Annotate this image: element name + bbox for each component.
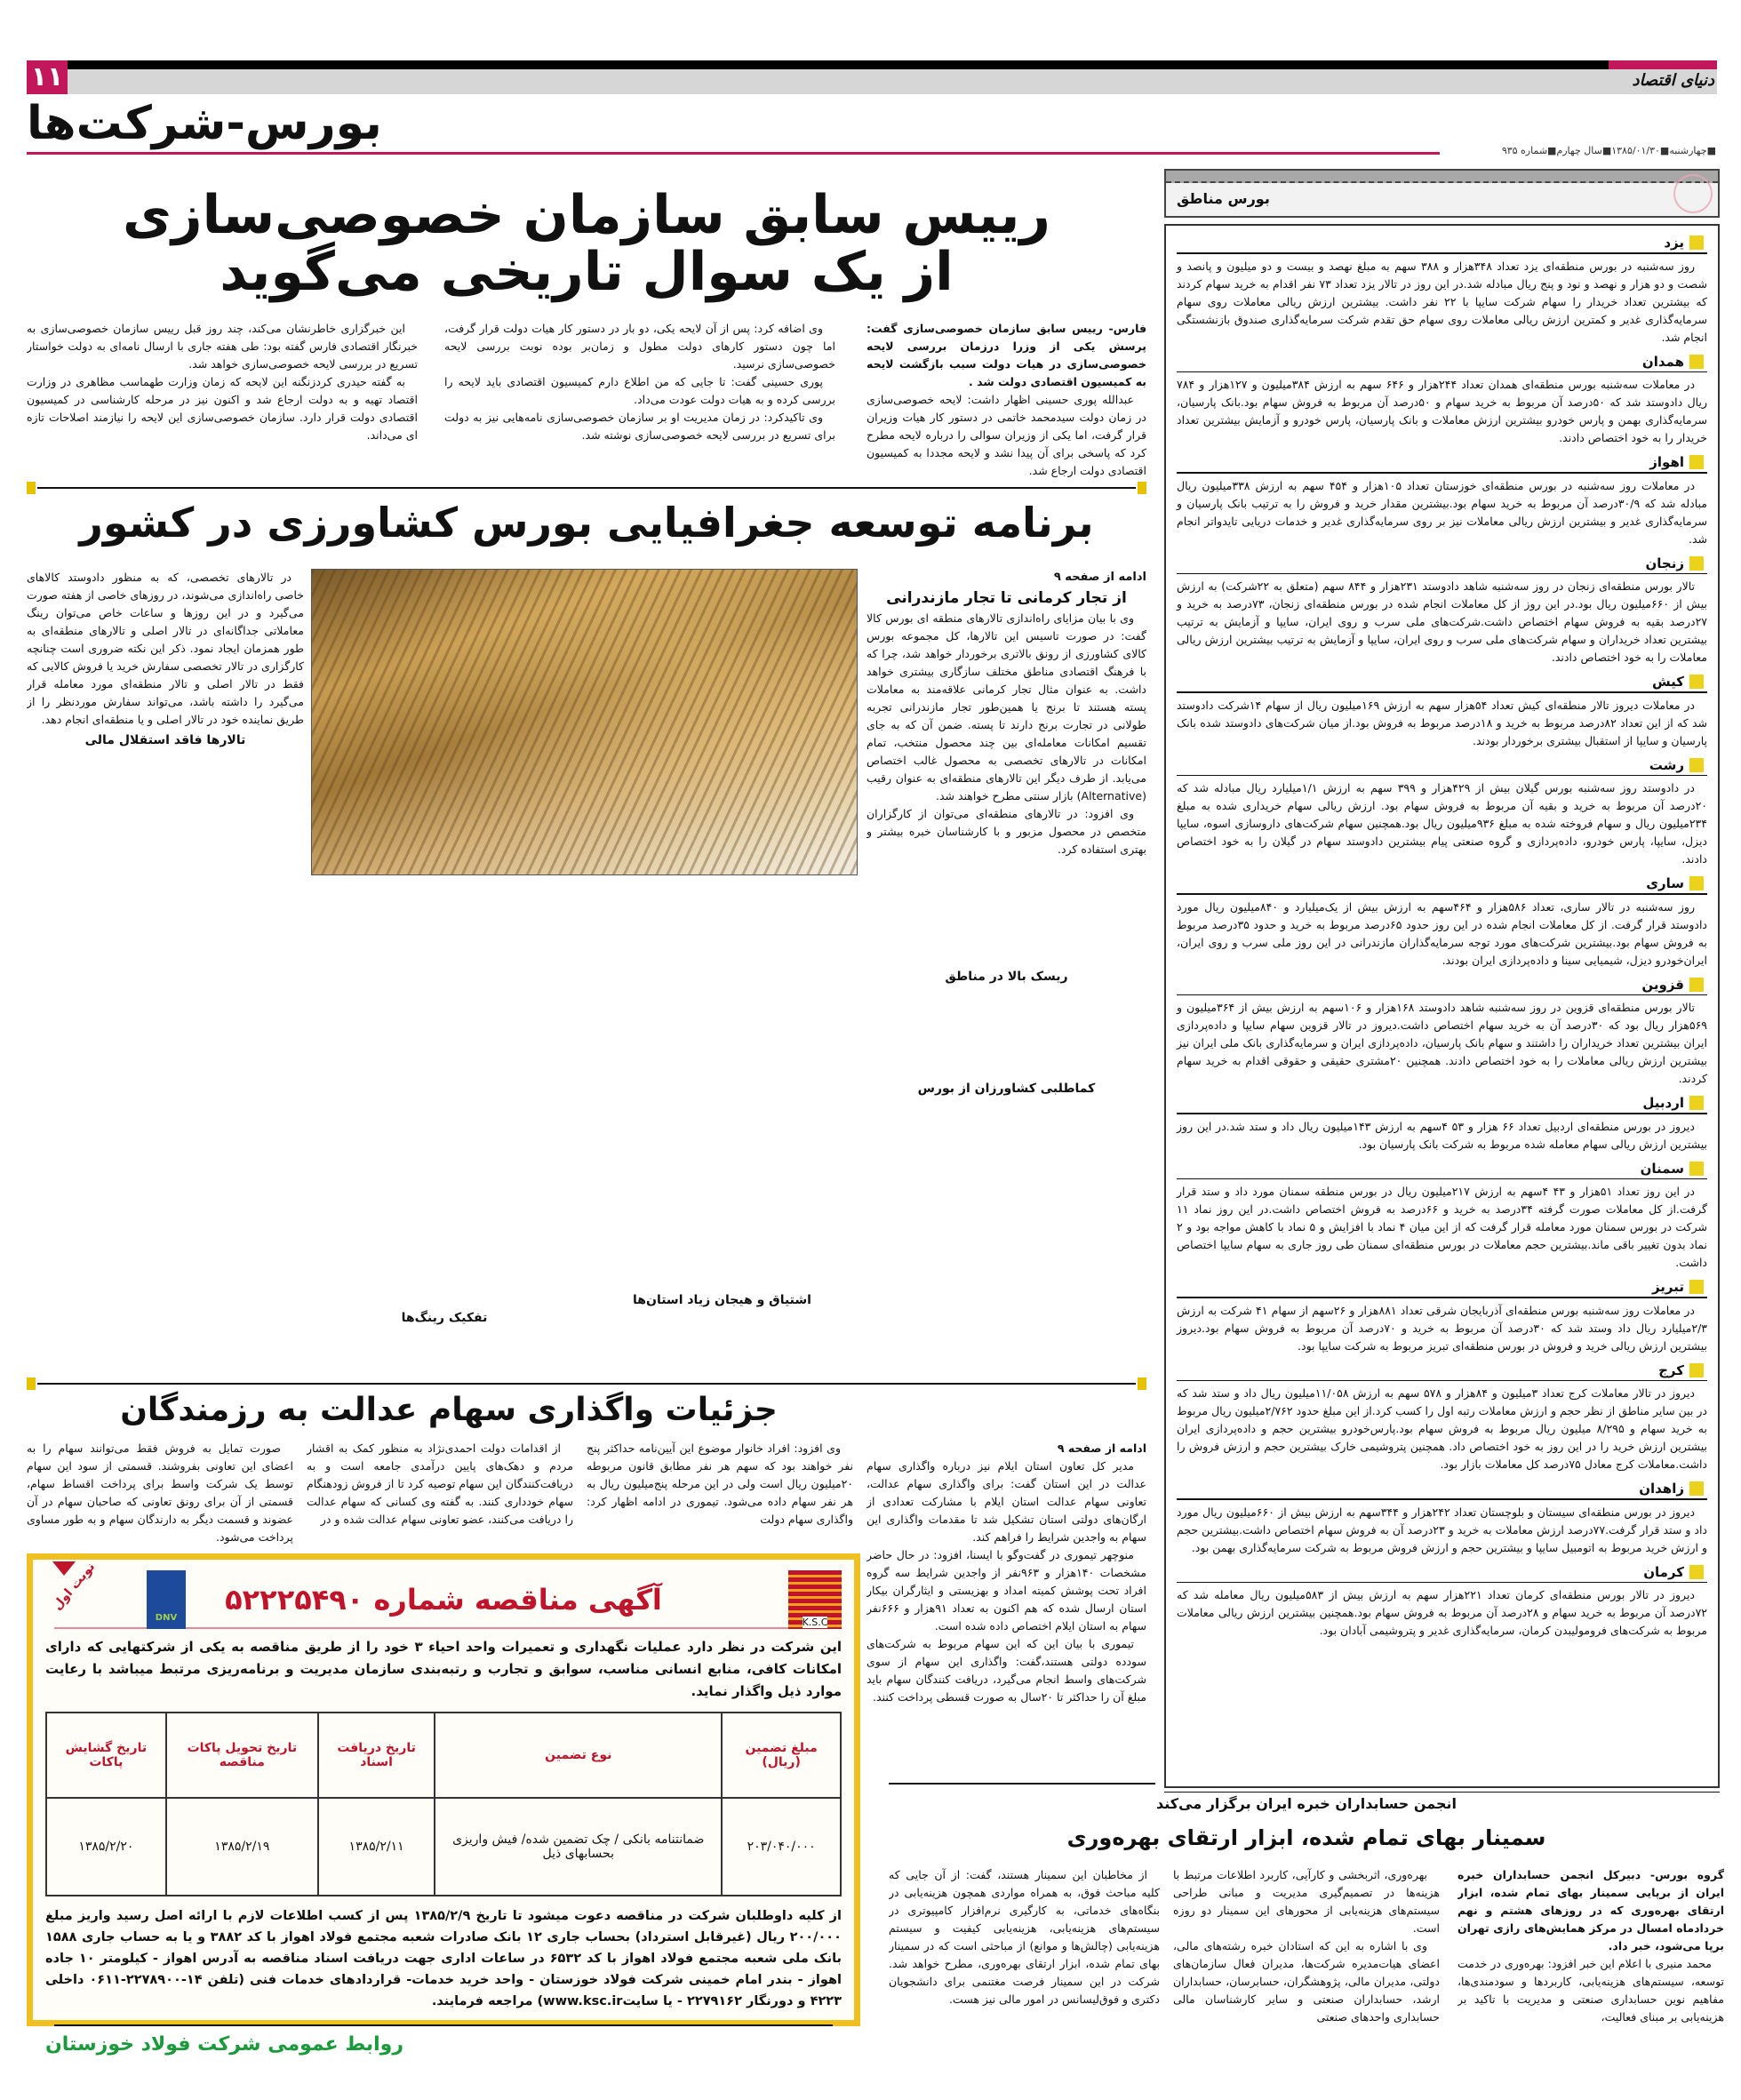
region-text: در دادوستد روز سه‌شنبه بورس گیلان بیش از ۴۲۹هزار و ۳۹۹ سهم به ارزش ۱/۱میلیارد ریال مبادله شد که ۲۰درصد آن مربوط به خرید و بقیه آن مربوط به فروش سهام بود. ارزش ریالی سهام خریداری شده به مبلغ ۲۳۴میلیون ریال و سهام فروخته شده به مبلغ ۹۳۶میلیون ریال بود.همچنین سهام شرکت‌های داروسازی اسوه، سایپا دیزل، سایپا، پارس خودرو، داده‌پردازی و گروه صنعتی پیام بیشترین دادوستد سهام در گیلان را به خود اختصاص دادند. xyxy=(1177,781,1707,866)
article2-mid-col xyxy=(587,889,858,1369)
tender-ad xyxy=(27,1553,860,2056)
paragraph: منوچهر تیموری در گفت‌وگو با ایسنا، افزود: در حال حاضر مشخصات ۱۴۰هزار و ۹۶۳نفر از واجدین شرایط سه گروه افراد تحت پوشش کمیته امداد و بهزیستی و ایثارگران بیکار استان ارسال شده که هم اکنون به تعداد ۹۱هزار و ۶۶۶نفر سهام به استان ایلام اختصاص داده شده است. xyxy=(867,1548,1146,1633)
headline-line: رییس سابق سازمان خصوصی‌سازی xyxy=(123,184,1050,246)
region-name: همدان xyxy=(1641,353,1684,370)
article1-col1 xyxy=(867,320,1146,480)
globe-icon xyxy=(1673,174,1713,213)
ad-intro: این شرکت در نظر دارد عملیات نگهداری و تعمیرات واحد احیاء ۳ خود را از طریق مناقصه به یکی از شرکتهایی که دارای امکانات کافی، منابع انسانی مناسب، سوابق و تجارب و رتبه‌بندی سازمان مدیریت و برنامه‌ریزی مرتبط میباشد با رعایت موارد ذیل واگذار نماید. xyxy=(45,1639,842,1699)
region-text: تالار بورس منطقه‌ای قزوین در روز سه‌شنبه شاهد دادوستد ۱۶۸هزار و ۱۰۶سهم به ارزش بیش از ۳۶۴میلیون و ۵۶۹هزار ریال بود که ۳۰درصد آن به خرید سهام اختصاص داشت.دیروز در تالار قزوین سهام سایپا و داده‌پردازی ایران بیشترین تعداد خریداران را داشتند و سهام بانک پارسیان، داده‌پردازی ایران و سرمایه‌گذاری بانک ملی ایران نیز بیشترین ارزش ریالی معاملات را به خود اختصاص دادند. همچنین ۲۰مشتری حقیقی و حقوقی اقدام به خرید سهام کردند. xyxy=(1177,1001,1708,1085)
ad-title: آگهی مناقصه شماره ۵۲۲۲۵۴۹۰ xyxy=(225,1583,662,1617)
region-item xyxy=(1177,454,1707,548)
region-text: تالار بورس منطقه‌ای زنجان در روز سه‌شنبه شاهد دادوستد ۲۳۱هزار و ۸۴۴ سهم (متعلق به ۲۲شرکت) به ارزش بیش از ۶۶۰میلیون ریال بود.در این روز از کل معاملات انجام شده در بورس منطقه‌ای زنجان، ۷۳درصد به خرید و ۲۷درصد بقیه به فروش سهام اختصاص داشت.شرکت‌های ملی سرب و روی ایران، سایپا و آزمایش به ترتیب بیشترین تعداد خریداران و سهام شرکت‌های ملی سرب و روی ایران، سایپا و آزمایش به ترتیب بیشترین ارزش ریالی معاملات را به خود اختصاص دادند. xyxy=(1177,579,1707,664)
region-text: دیروز در بورس منطقه‌ای اردبیل تعداد ۶۶ هزار و ۵۳ ۴سهم به ارزش ۱۴۳میلیون ریال داد و ستد شد.در این روز بیشترین ارزش ریالی سهام معامله شده مربوط به شرکت بانک پارسیان بود. xyxy=(1177,1119,1707,1151)
region-heading xyxy=(1177,235,1707,251)
article2-right-col xyxy=(867,569,1146,1369)
ad-signature: روابط عمومی شرکت فولاد خوزستان xyxy=(45,2033,404,2056)
table-header: نوع تضمین xyxy=(435,1713,722,1798)
region-rule xyxy=(1177,994,1707,996)
header-black-bar xyxy=(68,60,1609,69)
divider-marker xyxy=(1138,1377,1146,1390)
paragraph: این خبرگزاری خاطرنشان می‌کند، چند روز قبل رییس سازمان خصوصی‌سازی به خبرنگار اقتصادی فارس گفته بود: طی هفته جاری با ارسال نامه‌ای به دولت خواستار تسریع در بررسی لایحه خصوصی‌سازی خواهد شد. xyxy=(27,322,418,371)
region-item xyxy=(1177,1161,1707,1273)
dnv-logo: DNV xyxy=(147,1570,186,1629)
region-heading xyxy=(1177,977,1707,993)
paragraph: در تالارهای تخصصی، که به منظور دادوستد کالاهای خاصی راه‌اندازی می‌شوند، در روزهای خاصی از هفته صورت می‌گیرد و در این روزها و ساعات خاص می‌توان رینگ معاملاتی جداگانه‌ای در تالار اصلی و تالارهای منطقه‌ای به طور همزمان ایجاد نمود. ذکر این نکته ضروری است چنانچه کارگزاری در تالار تخصصی سفارش خرید یا فروش کالایی که فقط در تالار اصلی و تالار منطقه‌ای مورد معامله قرار می‌گیرد را داشته باشد، می‌تواند سفارش موردنظر را از طریق نماینده خود در تالار اصلی و یا منطقه‌ای انجام دهد. xyxy=(27,571,304,726)
header-accent-bar xyxy=(1609,60,1717,69)
article4-col1 xyxy=(1457,1866,1724,2044)
dateline: ■چهارشنبه■۱۳۸۵/۰۱/۳۰■سال چهارم■شماره ۹۳۵ xyxy=(1501,145,1716,156)
first-round-stamp: نوبت اول xyxy=(50,1560,99,1613)
subheading: کماطلبی کشاورزان از بورس xyxy=(917,1082,1096,1096)
paragraph: وی با اشاره به این که استادان خبره رشته‌های مالی، اعضای هیات‌مدیره شرکت‌ها، مدیران فعال سازمان‌های دولتی، مدیران مالی، پژوهشگران، حسابرسان، حسابداران ارشد، حسابداران صنعتی و سایر کارشناسان مالی حسابداری واحدهای صنعتی xyxy=(1173,1939,1440,2024)
region-rule xyxy=(1177,1380,1707,1382)
table-cell: ۱۳۸۵/۲/۲۰ xyxy=(46,1798,166,1896)
article4-kicker: انجمن حسابداران خبره ایران برگزار می‌کند xyxy=(1155,1795,1457,1812)
paragraph: بهره‌وری، اثربخشی و کارآیی، کاربرد اطلاعات مرتبط با هزینه‌ها در تصمیم‌گیری مدیریت و مبانی طراحی سیستم‌های هزینه‌یابی از محورهای این سمینار دو روزه است. xyxy=(1173,1868,1440,1935)
table-header: تاریخ دریافت اسناد xyxy=(318,1713,435,1798)
divider-marker xyxy=(1138,482,1146,494)
bullet-square-icon xyxy=(1689,876,1704,890)
paragraph: وی افزود: افراد خانوار موضوع این آیین‌نامه حداکثر پنج نفر خواهند بود که سهم هر نفر مطابق قانون مربوطه ۲۰میلیون ریال است ولی در این مرحله پنج‌میلیون ریال به هر نفر سهام داده می‌شود. تیموری در ادامه اظهار کرد: واگذاری سهام دولت xyxy=(587,1441,853,1526)
paragraph: محمد منیری با اعلام این خبر افزود: بهره‌وری در خدمت توسعه، سیستم‌های هزینه‌یابی، کاربردها و سودمندی‌ها، مفاهیم نوین حسابداری صنعتی و مدیریت با تاکید بر هزینه‌یابی بر مبنای فعالیت، xyxy=(1457,1957,1724,2024)
region-rule xyxy=(1177,775,1707,777)
region-name: تبریز xyxy=(1651,1279,1684,1295)
region-name: اردبیل xyxy=(1642,1095,1684,1111)
table-header: مبلغ تضمین (ریال) xyxy=(722,1713,841,1798)
stamp-triangle-icon xyxy=(52,1561,76,1576)
table-header: تاریخ گشایش پاکات xyxy=(46,1713,166,1798)
region-name: ساری xyxy=(1646,875,1684,891)
article2-left-col xyxy=(27,569,304,1369)
region-rule xyxy=(1177,252,1707,254)
region-text: در معاملات دیروز تالار منطقه‌ای کیش تعداد ۵۴هزار سهم به ارزش ۱۶۹میلیون ریال از سهام ۱۴شرکت دادوستد شد که از این تعداد ۸۲درصد مربوط به خرید و ۱۸درصد مربوط به فروش بود.از میان شرکت‌های دادوستد شده بانک پارسیان و سایپا از استقبال بیشتری برخوردار بودند. xyxy=(1177,698,1707,747)
bullet-square-icon xyxy=(1689,1481,1704,1496)
section-rule xyxy=(27,152,1440,155)
region-item xyxy=(1177,977,1707,1089)
region-heading xyxy=(1177,1279,1707,1295)
region-rule xyxy=(1177,1297,1707,1298)
article2-mid2-col xyxy=(311,889,578,1369)
region-item xyxy=(1177,1279,1707,1355)
paragraph: عبدالله پوری حسینی اظهار داشت: لایحه خصوصی‌سازی در زمان دولت سیدمحمد خاتمی در دستور کار هیات وزیران قرار گرفت، اما یکی از وزیران سوالی را درباره لایحه مطرح کرد که پاسخی برای آن پیدا نشد و لایحه مجددا به کمیسیون اقتصادی دولت ارجاع شد. xyxy=(867,393,1146,477)
lead-paragraph: فارس- رییس سابق سازمان خصوصی‌سازی گفت: پرسش یکی از وزرا درزمان بررسی لایحه خصوصی‌سازی در هیات دولت سبب بازگشت لایحه به کمیسیون اقتصادی دولت شد . xyxy=(867,322,1146,388)
region-heading xyxy=(1177,1095,1707,1111)
page-number-badge: ۱۱ xyxy=(27,60,68,94)
ksc-logo: K.S.C xyxy=(788,1570,842,1629)
paragraph: وی با بیان مزایای راه‌اندازی تالارهای منطقه ای بورس کالا گفت: در صورت تاسیس این تالارها، کل مجموعه بورس کالای کشاورزی از رونق بالاتری برخوردار خواهد شد، چرا که با فرهنگ اقتصادی مناطق مختلف سازگاری بیشتری خواهد داشت. به عنوان مثال تجار کرمانی علاقه‌مند به معاملات پسته هستند تا برنج یا همین‌طور تجار مازندرانی تجربه طولانی در تجارت برنج دارند تا پسته. ضمن آن که به جای تقسیم امکانات معامله‌ای بین چند محصول منتخب، تمام امکانات در تالارهای تخصصی به محصول غالب اختصاص می‌یابد. از طرف دیگر این تالارهای منطقه‌ای به عنوان رقیب (Alternative) بازار سنتی مطرح خواهند شد. xyxy=(867,611,1146,802)
region-heading xyxy=(1177,354,1707,370)
section-title: بورس-شرکت‌ها xyxy=(27,97,382,150)
paragraph: صورت تمایل به فروش فقط می‌توانند سهام را به اعضای این تعاونی بفروشند. قسمتی از سود این سهام توسط یک شرکت واسط برای پرداخت اقساط سهام، قسمتی از آن برای رونق تعاونی که صاحبان سهام در آن عضوند و قسمت دیگر به دارندگان سهام و به طور مساوی پرداخت می‌شود. xyxy=(27,1441,293,1544)
region-name: سمنان xyxy=(1640,1160,1684,1177)
article4-headline: سمینار بهای تمام شده، ابزار ارتقای بهره‌وری xyxy=(1066,1825,1546,1850)
paragraph: مدیر کل تعاون استان ایلام نیز درباره واگذاری سهام عدالت در این استان گفت: برای واگذاری سهام عدالت، تعاونی سهام عدالت استان ایلام با مشارکت تعدادی از ارگان‌های دولتی استان تشکیل شد تا مقدمات واگذاری این سهام به واجدین شرایط را فراهم کند. xyxy=(867,1459,1146,1544)
region-heading xyxy=(1177,875,1707,891)
region-name: زنجان xyxy=(1645,555,1684,571)
divider xyxy=(37,487,1136,489)
wheat-photo xyxy=(311,569,858,875)
table-header: تاریخ تحویل پاکات مناقصه xyxy=(166,1713,318,1798)
bullet-square-icon xyxy=(1689,675,1704,689)
bullet-square-icon xyxy=(1689,236,1704,250)
article1-headline xyxy=(27,184,1146,303)
region-text: دیروز در تالار معاملات کرج تعداد ۳میلیون و ۸۴هزار و ۵۷۸ سهم به ارزش ۱۱/۰۵۸میلیون ریال داد و ستد شد که در بین سایر مناطق از نظر حجم و ارزش معاملات رتبه اول را کسب کرد.از این مبلغ حدود ۲/۷۶۲میلیون ریال مربوط به خرید سهام و ۸/۲۹۵ میلیون ریال مربوط به فروش سهام بود.پارس‌خودرو بیشترین حجم و داده‌پردازی ایران بیشترین ارزش خرید را در این روز به خود اختصاص داد. همچنین پتروشیمی خارک بیشترین حجم و ارزش فروش را داشت.معاملات کرج معادل ۷۵درصد کل معاملات بازار بود. xyxy=(1177,1386,1707,1471)
paragraph: از مخاطبان این سمینار هستند، گفت: از آن جایی که کلیه مباحث فوق، به همراه مواردی همچون هزینه‌یابی در بنگاه‌های خدماتی، به کارگیری نرم‌افزار کامپیوتری در سیستم‌های هزینه‌یابی، هزینه‌یابی کیفیت و سیستم هزینه‌یابی (چالش‌ها و موانع) از مباحثی است که در سمینار بهای تمام شده، ابزار ارتقای بهره‌وری، مطرح خواهد شد. شرکت در این سمینار فرصت مغتنمی برای دانشجویان دکتری و فوق‌لیسانس در امور مالی نیز هست. xyxy=(889,1868,1160,2006)
region-text: روز سه‌شنبه در بورس منطقه‌ای یزد تعداد ۳۴۸هزار و ۳۸۸ سهم به مبلغ نهصد و بیست و دو میلیون و پانصد و شصت و دو هزار و نهصد و نود و پنج ریال مبادله شد.در این روز در تالار یزد تعداد ۷۳ نفر اقدام به خرید سهام کردند که بیشترین تعداد خریدار را سهام شرکت سایپا با ۲۲ نفر داشت. بیشترین ارزش ریالی معاملات روی سهام سرمایه‌گذاری غدیر و کمترین ارزش ریالی معاملات روی سهام حق تقدم شرکت سرمایه‌گذاری صندوق بازنشستگی انجام شد. xyxy=(1177,259,1708,344)
region-name: کیش xyxy=(1651,674,1684,690)
region-item xyxy=(1177,757,1707,869)
region-rule xyxy=(1177,1113,1707,1114)
region-rule xyxy=(1177,573,1707,575)
subheading: اشتیاق و هیجان زیاد استان‌ها xyxy=(633,1293,811,1307)
article4-col3 xyxy=(889,1866,1160,2044)
region-item xyxy=(1177,555,1707,667)
region-text: دیروز در تالار بورس منطقه‌ای کرمان تعداد ۲۲۱هزار سهم به ارزش بیش از ۵۸۳میلیون ریال معامله شد که ۷۲درصد آن مربوط به خرید سهام و ۲۸درصد آن مربوط به فروش سهام بود.همچنین بیشترین ارزش ریالی معاملات مربوط به شرکت‌های فرومولیبدن کرمان، سرمایه‌گذاری غدیر و پتروشیمی آبادان بود. xyxy=(1177,1588,1707,1637)
table-cell: ۱۳۸۵/۲/۱۱ xyxy=(318,1798,435,1896)
paragraph: به گفته حیدری کردزنگنه این لایحه که زمان وزارت طهماسب مظاهری در وزارت اقتصاد تهیه و به دولت ارجاع شد و اکنون نیز در مرحله کارشناسی در کمیسیون اقتصادی دولت قرار دارد. سازمان خصوصی‌سازی این لایحه را نیازمند اصلاحات تازه ای می‌داند. xyxy=(27,375,418,442)
region-name: کرمان xyxy=(1643,1563,1684,1580)
region-item xyxy=(1177,1362,1707,1474)
bullet-square-icon xyxy=(1689,1565,1704,1579)
paragraph: وی افزود: در تالارهای منطقه‌ای می‌توان از کارگزاران متخصص در محصول مزبور و با کارشناسان خبره بیشتر و بهتری استفاده کرد. xyxy=(867,807,1146,856)
bullet-square-icon xyxy=(1689,455,1704,469)
headline-line: از یک سوال تاریخی می‌گوید xyxy=(220,241,954,303)
region-item xyxy=(1177,875,1707,970)
region-text: در معاملات سه‌شنبه بورس منطقه‌ای همدان تعداد ۲۴۴هزار و ۶۴۶ سهم به ارزش ۳۸۴میلیون و ۱۲۷هزار و ۷۸۴ ریال دادوستد شد که ۵۰درصد آن مربوط به خرید سهام و ۵۰درصد آن مربوط به فروش سهام بود.بانک پارسیان، سرمایه‌گذاری بهمن و پارس خودرو بیشترین ارزش معاملات و بانک پارسیان، پارس خودرو و آزمایش بیشترین تعداد خریدار را به خود اختصاص دادند. xyxy=(1177,378,1708,444)
region-text: در معاملات روز سه‌شنبه در بورس منطقه‌ای خوزستان تعداد ۱۰۵هزار و ۴۵۴ سهم به ارزش ۳۳۸میلیون ریال مبادله شد که ۳۰/۹درصد آن مربوط به خرید سهام بود.بیشترین مقدار خرید و فروش را به ترتیب بانک پارسیان و سرمایه‌گذاری غدیر و بیشترین ارزش ریالی معاملات نیز بر روی سرمایه‌گذاری غدیر و خدمات دریایی تایدواتر انجام شد. xyxy=(1177,478,1707,546)
region-rule xyxy=(1177,893,1707,895)
table-cell: ضمانتنامه بانکی / چک تضمین شده/ فیش واریزی بحسابهای ذیل xyxy=(435,1798,722,1896)
article2-headline: برنامه توسعه جغرافیایی بورس کشاورزی در کشور xyxy=(79,499,1094,547)
subheading: ریسک بالا در مناطق xyxy=(945,970,1068,984)
article1-col2 xyxy=(444,320,835,480)
region-rule xyxy=(1177,472,1707,474)
tender-table xyxy=(45,1712,842,1896)
region-item xyxy=(1177,1564,1707,1641)
region-name: زاهدان xyxy=(1639,1481,1684,1497)
divider xyxy=(37,1383,1136,1385)
ad-body: از کلیه داوطلبان شرکت در مناقصه دعوت میشود تا تاریخ ۱۳۸۵/۲/۹ پس از کسب اطلاعات لازم با ارائه اصل رسید واریز مبلغ ۲۰۰/۰۰۰ ریال (غیرقابل استرداد) بحساب جاری ۱۲ بانک صادرات شعبه مجتمع فولاد اهواز با کد ۳۸۸۲ و یا به حساب جاری ۱۵۸۸ بانک ملی شعبه مجتمع فولاد اهواز با کد ۶۵۳۲ در ساعات اداری جهت دریافت اسناد مناقصه به آدرس اهواز - کیلومتر ۱۰ جاده اهواز - بندر امام خمینی شرکت فولاد خوزستان - واحد خرید خدمات- قراردادهای خدمات فنی (تلفن ۱۴-۲۲۷۸۹۰۰-۰۶۱۱ داخلی ۴۲۲۳ و دورنگار ۲۲۷۹۱۶۲ - یا سایتwww.ksc.ir) مراجعه فرمایند. xyxy=(45,1909,843,2008)
sidebar-title: بورس مناطق xyxy=(1177,190,1270,207)
region-heading xyxy=(1177,1481,1707,1497)
regional-exchanges-box xyxy=(1164,224,1720,1788)
region-item xyxy=(1177,1095,1707,1154)
region-heading xyxy=(1177,1564,1707,1580)
table-cell: ۲۰۳/۰۴۰/۰۰۰ xyxy=(722,1798,841,1896)
region-heading xyxy=(1177,555,1707,571)
bullet-square-icon xyxy=(1689,1363,1704,1377)
sidebar-header xyxy=(1164,169,1720,218)
region-rule xyxy=(1177,1498,1707,1500)
article3-col xyxy=(587,1440,853,1546)
divider xyxy=(1164,1792,1720,1793)
divider xyxy=(889,1783,1155,1785)
bullet-square-icon xyxy=(1689,1162,1704,1176)
region-heading xyxy=(1177,757,1707,773)
region-item xyxy=(1177,674,1707,750)
region-text: روز سه‌شنبه در تالار ساری، تعداد ۵۸۶هزار و ۴۶۴سهم به ارزش بیش از یک‌میلیارد و ۸۴۰میلیون ریال مورد دادوستد قرار گرفت. از کل معاملات انجام شده در این روز حدود ۶۵درصد مربوط به خرید و حدود ۳۵درصد مربوط به فروش سهام بود.بیشترین شرکت‌های مورد توجه سرمایه‌گذاران مازندرانی در این روز ملی سرب و روی ایران، ایران‌خودرو دیزل، شیمیایی سینا و داده‌پردازی ایران بودند. xyxy=(1177,899,1707,967)
article3-col xyxy=(307,1440,573,1546)
paper-logo: دنیای اقتصاد xyxy=(1632,71,1714,90)
bullet-square-icon xyxy=(1689,1096,1704,1110)
region-rule xyxy=(1177,371,1707,373)
region-item xyxy=(1177,235,1707,347)
divider-marker xyxy=(27,482,36,494)
region-heading xyxy=(1177,674,1707,690)
article3-right-col xyxy=(867,1440,1146,1786)
region-name: یزد xyxy=(1664,235,1684,251)
paragraph: از اقدامات دولت احمدی‌نژاد به منظور کمک به اقشار مردم و دهک‌های پایین درآمدی جامعه است و به دریافت‌کنندگان این سهام توصیه کرد تا از فروش زودهنگام سهام خودداری کنند. به گفته وی کسانی که سهام عدالت را دریافت می‌کنند، عضو تعاونی سهام عدالت شده و در xyxy=(307,1441,573,1526)
region-rule xyxy=(1177,691,1707,693)
region-heading xyxy=(1177,1362,1707,1378)
region-name: قزوین xyxy=(1641,976,1684,993)
continued-kicker: ادامه از صفحه ۹ xyxy=(1053,571,1146,584)
continued-kicker: ادامه از صفحه ۹ xyxy=(1057,1441,1146,1455)
subheading: از تجار کرمانی تا تجار مازندرانی xyxy=(886,589,1127,607)
region-name: رشت xyxy=(1649,756,1684,773)
article4-col2 xyxy=(1173,1866,1440,2044)
paragraph: وی تاکیدکرد: در زمان مدیریت او بر سازمان خصوصی‌سازی نامه‌هایی نیز به دولت برای تسریع در بررسی لایحه خصوصی‌سازی نوشته شد. xyxy=(444,411,835,442)
region-text: در این روز تعداد ۵۱هزار و ۴۳ ۴سهم به ارزش ۲۱۷میلیون ریال در بورس منطقه سمنان مورد داد و ستد قرار گرفت.از کل معاملات صورت گرفته ۳۴درصد به خرید و ۶۶درصد به فروش اختصاص داشت.در این روز نماد ۱۱ شرکت در بورس سمنان مورد معامله قرار گرفت که از این میان ۴ نماد با افزایش و ۵ نماد با کاهش مواجه بود و ۲ نماد بدون تغییر باقی ماند.بیشترین حجم معاملات در بورس منطقه‌ای سمنان طی روز جاری به سهام سایپا اختصاص داشت. xyxy=(1177,1185,1707,1269)
bullet-square-icon xyxy=(1689,758,1704,772)
paragraph: وی اضافه کرد: پس از آن لایحه یکی، دو بار در دستور کار هیات دولت قرار گرفت، اما چون دستور کارهای دولت مطول و زمان‌بر بوده نوبت بررسی لایحه خصوصی‌سازی نرسید. xyxy=(444,322,835,371)
region-heading xyxy=(1177,454,1707,470)
region-heading xyxy=(1177,1161,1707,1177)
bullet-square-icon xyxy=(1689,978,1704,992)
header-grey-band xyxy=(68,69,1717,94)
article3-col xyxy=(27,1440,293,1546)
paragraph: تیموری با بیان این که این سهام مربوط به شرکت‌های سودده دولتی هستند،گفت: واگذاری این سهام از سوی شرکت‌های واسط انجام می‌گیرد، دریافت کنندگان سهام باید مبلغ آن را حداکثر تا ۲۰سال به صورت قسطی پرداخت کنند. xyxy=(867,1637,1146,1704)
subheading: تفکیک رینگ‌ها xyxy=(401,1311,488,1325)
region-item xyxy=(1177,354,1707,448)
lead-paragraph: گروه بورس- دبیرکل انجمن حسابداران خبره ایران از برپایی سمینار بهای تمام شده، ابزار ارتقای بهره‌وری که در روزهای هشتم و نهم خردادماه امسال در مرکز همایش‌های رازی تهران برپا می‌شود، خبر داد. xyxy=(1457,1868,1724,1952)
region-rule xyxy=(1177,1582,1707,1584)
paragraph: پوری حسینی گفت: تا جایی که من اطلاع دارم کمیسیون اقتصادی باید لایحه را بررسی کرده و به هیات دولت عودت می‌داد. xyxy=(444,375,835,406)
table-cell: ۱۳۸۵/۲/۱۹ xyxy=(166,1798,318,1896)
region-text: دیروز در بورس منطقه‌ای سیستان و بلوچستان تعداد ۲۴۲هزار و ۳۴۴سهم به ارزش بیش از ۶۶۰میلیون ریال مورد داد و ستد قرار گرفت.۷۷درصد ارزش معاملات به خرید و ۲۳درصد آن به فروش سهام اختصاص داشت.بیشترین حجم و ارزش خرید مربوط به اتومبیل سایپا و بیشترین حجم و ارزش فروش مربوط به شرکت سرمایه‌گذاری بهمن بود. xyxy=(1177,1505,1707,1554)
region-name: کرج xyxy=(1658,1361,1684,1378)
bullet-square-icon xyxy=(1689,556,1704,571)
subheading: تالارها فاقد استقلال مالی xyxy=(84,733,246,747)
region-name: اهواز xyxy=(1649,454,1684,470)
article3-headline: جزئیات واگذاری سهام عدالت به رزمندگان xyxy=(120,1392,778,1428)
region-rule xyxy=(1177,1178,1707,1180)
bullet-square-icon xyxy=(1689,1280,1704,1294)
bullet-square-icon xyxy=(1689,355,1704,369)
region-item xyxy=(1177,1481,1707,1557)
region-text: در معاملات روز سه‌شنبه بورس منطقه‌ای آذربایجان شرقی تعداد ۸۸۱هزار و ۲۶سهم از سهام ۴۱ شرکت به ارزش ۲/۳میلیارد ریال داد وستد شد که ۳۰درصد آن مربوط به خرید و ۷۰درصد آن مربوط به فروش سهام بود.دیروز بیشترین ارزش ریالی خرید و فروش در بورس منطقه‌ای تبریز مربوط به شرکت سایپا بود. xyxy=(1177,1303,1707,1353)
article1-col3 xyxy=(27,320,418,480)
